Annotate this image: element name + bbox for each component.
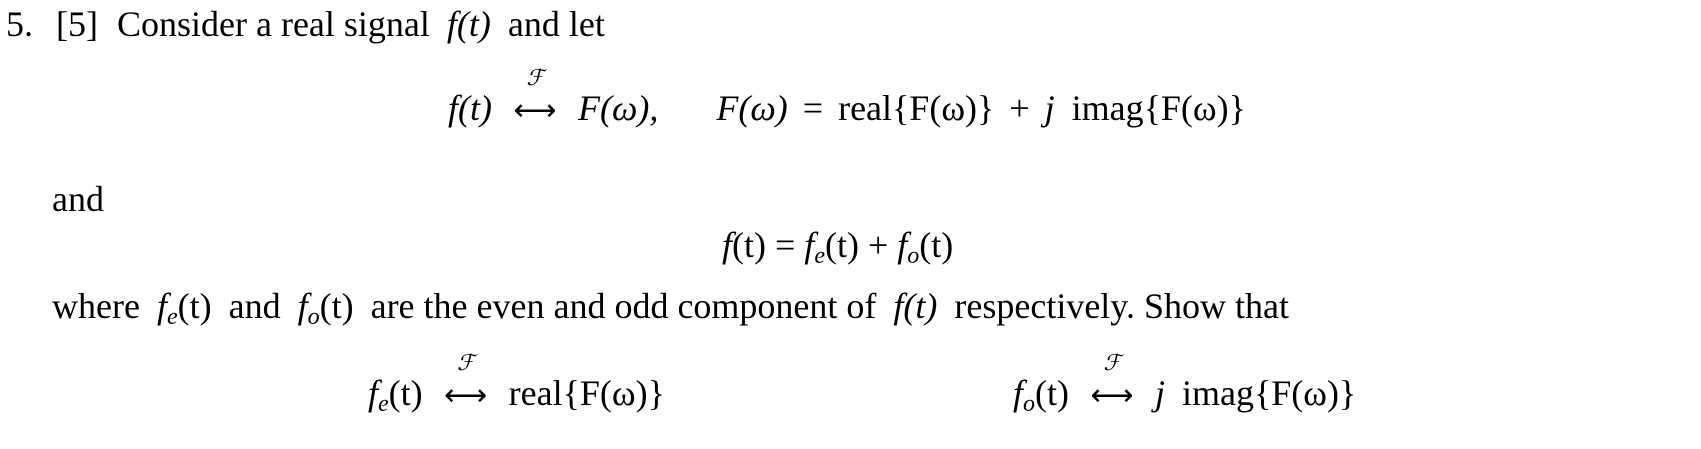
eq1-def-j: j xyxy=(1044,88,1055,128)
eq2-fo-sub: o xyxy=(907,243,920,269)
where-sig: f(t) xyxy=(893,286,938,326)
double-arrow-icon: ⟷ xyxy=(1090,378,1134,413)
where-w4: respectively. Show that xyxy=(954,286,1289,326)
fourier-transform-symbol: ℱ xyxy=(457,351,475,376)
where-fo-f: f xyxy=(297,286,308,326)
eq3-left-sub: e xyxy=(378,391,389,417)
question-points: [5] xyxy=(56,4,98,44)
equation-even-odd-decomposition xyxy=(722,225,954,269)
fourier-transform-symbol: ℱ xyxy=(1103,351,1121,376)
where-line xyxy=(52,286,1289,330)
eq1-def-lhs: F(ω) xyxy=(716,88,788,128)
eq2-f: f xyxy=(722,225,733,265)
eq1-rhs: F(ω), xyxy=(577,88,659,128)
question-intro-signal: f(t) xyxy=(446,4,491,44)
where-fe-sub: e xyxy=(166,304,178,330)
double-arrow-icon: ⟷ xyxy=(444,378,488,413)
eq2-fo-f: f xyxy=(897,225,908,265)
where-fe-t: (t) xyxy=(177,286,212,326)
equation-fourier-pair xyxy=(448,66,1246,128)
where-fo-t: (t) xyxy=(319,286,354,326)
eq3-right-t: (t) xyxy=(1035,373,1069,413)
eq2-fe-f: f xyxy=(804,225,815,265)
eq3-left-rhs: real{F(ω)} xyxy=(508,373,665,413)
eq3-right-sub: o xyxy=(1023,391,1036,417)
fourier-arrow xyxy=(440,351,492,413)
eq2-fo-t: (t) xyxy=(919,225,954,265)
fourier-arrow xyxy=(1086,351,1138,413)
question-intro-text: Consider a real signal xyxy=(116,4,430,44)
eq3-right-j: j xyxy=(1155,373,1166,413)
eq3-left-f: f xyxy=(368,373,379,413)
eq1-def-imag: imag{F(ω)} xyxy=(1071,88,1246,128)
where-w2: and xyxy=(228,286,281,326)
where-fo-sub: o xyxy=(307,304,320,330)
equation-even-transform xyxy=(368,351,665,417)
eq1-def-eq: = xyxy=(802,88,824,128)
eq2-fe-t: (t) + xyxy=(824,225,898,265)
question-intro-end: and let xyxy=(507,4,605,44)
eq1-lhs: f(t) xyxy=(448,88,492,128)
fourier-arrow xyxy=(509,66,561,128)
and-label: and xyxy=(52,179,104,219)
eq3-right-f: f xyxy=(1013,373,1024,413)
eq3-right-rhs: imag{F(ω)} xyxy=(1182,373,1357,413)
question-number: 5. xyxy=(6,4,33,44)
double-arrow-icon: ⟷ xyxy=(513,93,557,128)
eq2-fe-sub: e xyxy=(814,243,825,269)
where-w1: where xyxy=(52,286,140,326)
eq3-left-t: (t) xyxy=(388,373,423,413)
eq2-t1: (t) = xyxy=(732,225,805,265)
equation-odd-transform xyxy=(1013,351,1357,417)
where-fe-f: f xyxy=(156,286,167,326)
fourier-transform-symbol: ℱ xyxy=(526,66,544,91)
eq1-def-real: real{F(ω)} xyxy=(838,88,995,128)
where-w3: are the even and odd component of xyxy=(370,286,877,326)
eq1-def-plus: + xyxy=(1009,88,1030,128)
question-header xyxy=(6,6,605,42)
